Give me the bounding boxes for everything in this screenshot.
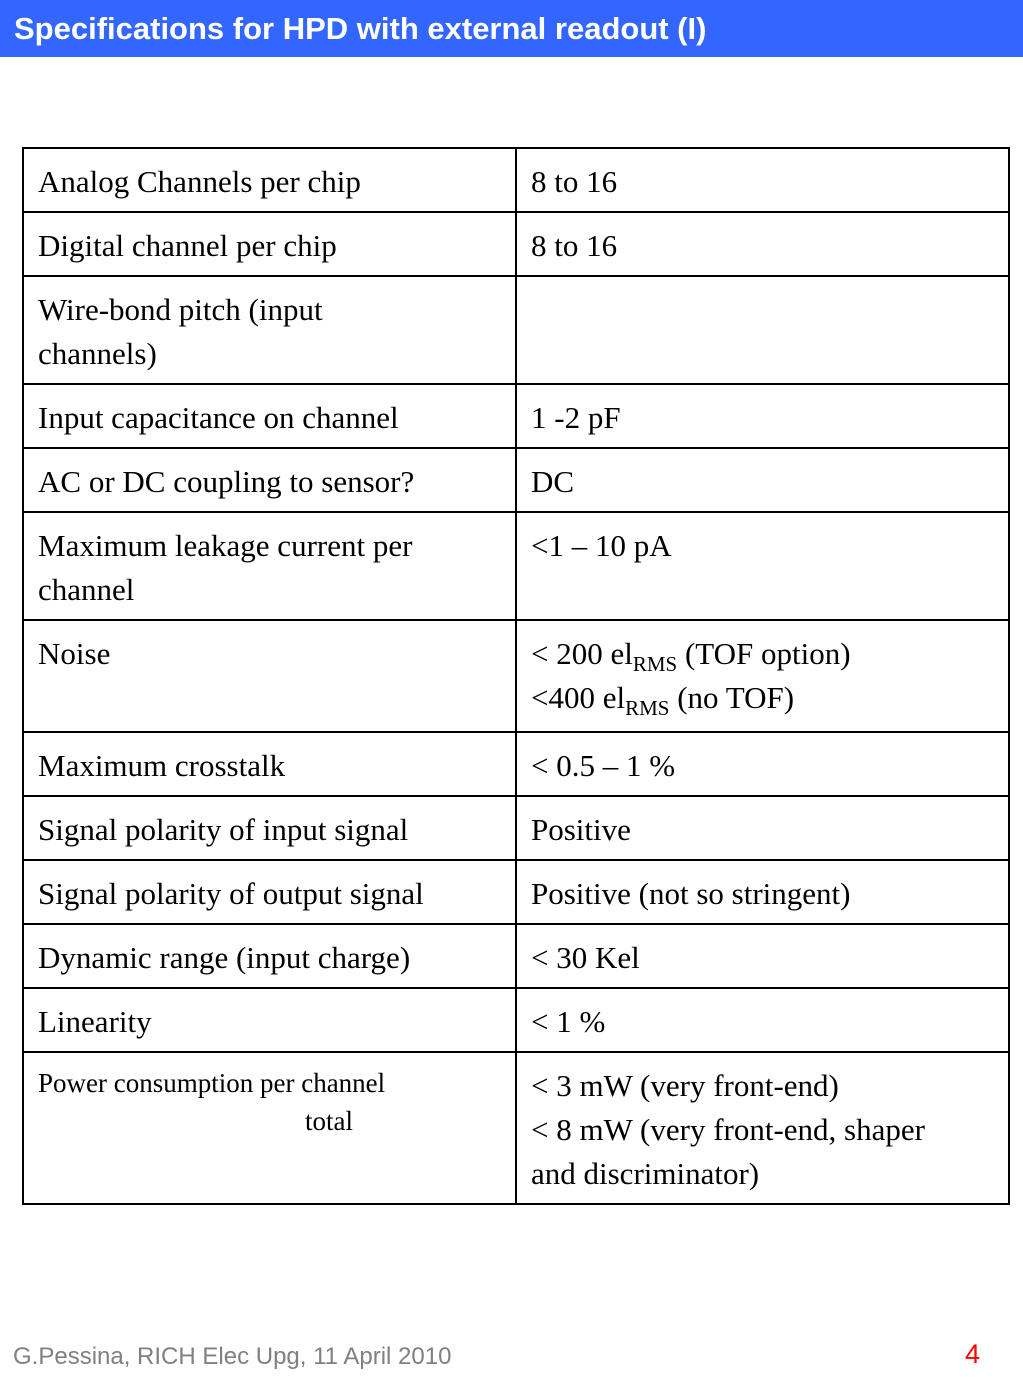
- value-cell: [516, 1052, 1009, 1204]
- param-cell: Signal polarity of input signal: [23, 796, 516, 860]
- table-row: [23, 148, 1009, 212]
- value-cell: Positive: [516, 796, 1009, 860]
- value-cell: < 0.5 – 1 %: [516, 732, 1009, 796]
- table-row: [23, 384, 1009, 448]
- value-cell: 8 to 16: [516, 212, 1009, 276]
- param-cell: Maximum crosstalk: [23, 732, 516, 796]
- table-row: [23, 212, 1009, 276]
- noise-value-subscript: RMS: [625, 696, 670, 720]
- param-line: channel: [38, 572, 135, 607]
- param-line: Maximum leakage current per: [38, 528, 413, 563]
- table-row: [23, 860, 1009, 924]
- param-cell: Digital channel per chip: [23, 212, 516, 276]
- value-cell: < 1 %: [516, 988, 1009, 1052]
- page-number: 4: [964, 1339, 980, 1369]
- table-row: [23, 732, 1009, 796]
- noise-value-text: (no TOF): [669, 680, 795, 715]
- noise-value-line: [531, 676, 996, 720]
- value-line: and discriminator): [531, 1156, 760, 1191]
- value-cell: DC: [516, 448, 1009, 512]
- value-cell: <1 – 10 pA: [516, 512, 1009, 620]
- specifications-table: [22, 147, 1010, 1205]
- param-line: total: [305, 1106, 353, 1136]
- table-row: [23, 620, 1009, 732]
- param-cell: Input capacitance on channel: [23, 384, 516, 448]
- value-cell: 8 to 16: [516, 148, 1009, 212]
- footer-author-line: G.Pessina, RICH Elec Upg, 11 April 2010: [13, 1343, 452, 1370]
- noise-value-subscript: RMS: [632, 652, 678, 676]
- param-cell: Signal polarity of output signal: [23, 860, 516, 924]
- param-cell: Noise: [23, 620, 516, 732]
- table-row: [23, 796, 1009, 860]
- param-line: Power consumption per channel: [38, 1068, 386, 1098]
- table-row: [23, 512, 1009, 620]
- table-row: [23, 276, 1009, 384]
- param-cell: Linearity: [23, 988, 516, 1052]
- param-line: Wire-bond pitch (input: [38, 292, 323, 327]
- value-cell: [516, 276, 1009, 384]
- title-bar: [0, 0, 1023, 57]
- value-line: < 3 mW (very front-end): [531, 1068, 839, 1103]
- value-cell: [516, 620, 1009, 732]
- noise-value-text: < 200 el: [531, 636, 633, 671]
- value-cell: < 30 Kel: [516, 924, 1009, 988]
- value-cell: 1 -2 pF: [516, 384, 1009, 448]
- param-cell: AC or DC coupling to sensor?: [23, 448, 516, 512]
- noise-value-text: (TOF option): [677, 636, 851, 671]
- slide-title: Specifications for HPD with external readout (I): [14, 11, 707, 46]
- table-row: [23, 448, 1009, 512]
- table-row: [23, 1052, 1009, 1204]
- table-row: [23, 988, 1009, 1052]
- value-line: < 8 mW (very front-end, shaper: [531, 1112, 925, 1147]
- param-cell: Analog Channels per chip: [23, 148, 516, 212]
- param-cell: Dynamic range (input charge): [23, 924, 516, 988]
- table-row: [23, 924, 1009, 988]
- noise-value-line: [531, 632, 996, 676]
- param-line: channels): [38, 336, 157, 371]
- param-cell: [23, 276, 516, 384]
- param-cell: [23, 512, 516, 620]
- value-cell: Positive (not so stringent): [516, 860, 1009, 924]
- noise-value-text: <400 el: [531, 680, 626, 715]
- param-cell: [23, 1052, 516, 1204]
